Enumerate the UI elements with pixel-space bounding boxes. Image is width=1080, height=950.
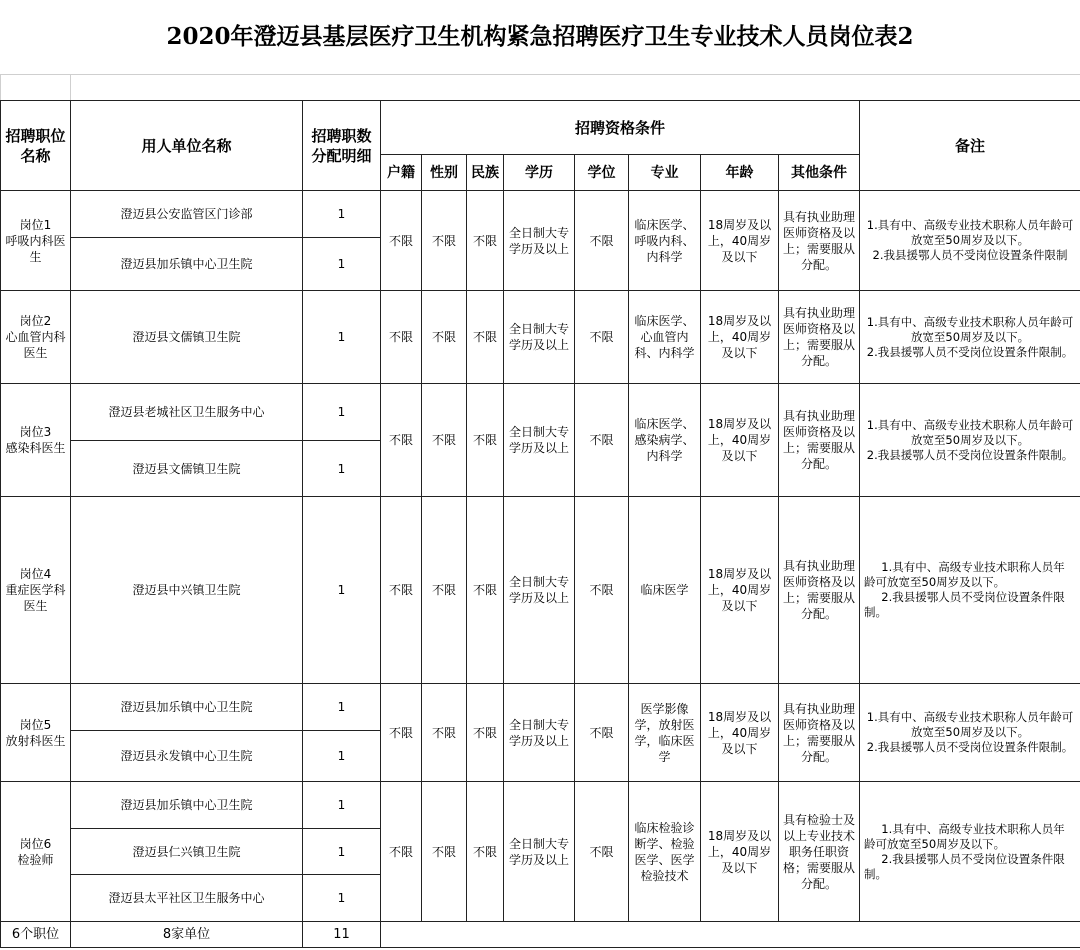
position-cell: 岗位4 重症医学科医生 <box>1 497 71 684</box>
major-cell: 临床医学 <box>629 497 701 684</box>
huji-cell: 不限 <box>381 384 422 497</box>
position-table <box>0 100 1080 948</box>
remark-line: 2.我县援鄂人员不受岗位设置条件限制。 <box>866 740 1074 754</box>
other-cell: 具有执业助理医师资格及以上；需要服从分配。 <box>779 497 860 684</box>
gender-cell: 不限 <box>422 782 467 922</box>
education-cell: 全日制大专学历及以上 <box>504 782 575 922</box>
huji-cell: 不限 <box>381 291 422 384</box>
header-ethnicity: 民族 <box>467 155 504 191</box>
remark-line: 2.我县援鄂人员不受岗位设置条件限制。 <box>866 447 1074 462</box>
unit-name-cell: 澄迈县公安监管区门诊部 <box>71 191 303 238</box>
gender-cell: 不限 <box>422 191 467 291</box>
total-empty <box>381 922 1080 948</box>
count-cell: 1 <box>303 291 381 384</box>
table-row <box>1 191 1080 238</box>
education-cell: 全日制大专学历及以上 <box>504 684 575 782</box>
major-cell: 临床医学、呼吸内科、内科学 <box>629 191 701 291</box>
unit-name-cell: 澄迈县永发镇中心卫生院 <box>71 731 303 782</box>
age-cell: 18周岁及以上，40周岁及以下 <box>701 191 779 291</box>
age-cell: 18周岁及以上，40周岁及以下 <box>701 684 779 782</box>
huji-cell: 不限 <box>381 497 422 684</box>
remarks-cell <box>860 782 1080 922</box>
header-education: 学历 <box>504 155 575 191</box>
remarks-cell <box>860 291 1080 384</box>
header-huji: 户籍 <box>381 155 422 191</box>
total-positions: 6个职位 <box>1 922 71 948</box>
gender-cell: 不限 <box>422 684 467 782</box>
major-cell: 临床医学、感染病学、内科学 <box>629 384 701 497</box>
age-cell: 18周岁及以上，40周岁及以下 <box>701 497 779 684</box>
total-units: 8家单位 <box>71 922 303 948</box>
table-row <box>1 782 1080 829</box>
gender-cell: 不限 <box>422 291 467 384</box>
header-unit-name: 用人单位名称 <box>71 101 303 191</box>
header-other: 其他条件 <box>779 155 860 191</box>
header-gender: 性别 <box>422 155 467 191</box>
remarks-cell <box>860 497 1080 684</box>
remark-line: 1.具有中、高级专业技术职称人员年龄可放宽至50周岁及以下。 <box>866 314 1074 344</box>
count-cell: 1 <box>303 782 381 829</box>
unit-name-cell: 澄迈县加乐镇中心卫生院 <box>71 782 303 829</box>
page-title: 2020年澄迈县基层医疗卫生机构紧急招聘医疗卫生专业技术人员岗位表2 <box>166 23 914 50</box>
remark-line: 2.我县援鄂人员不受岗位设置条件限制 <box>872 248 1068 262</box>
remark-line: 2.我县援鄂人员不受岗位设置条件限制。 <box>866 344 1074 359</box>
major-cell: 临床医学、心血管内科、内科学 <box>629 291 701 384</box>
count-cell: 1 <box>303 684 381 731</box>
unit-name-cell: 澄迈县太平社区卫生服务中心 <box>71 875 303 922</box>
count-cell: 1 <box>303 238 381 291</box>
degree-cell: 不限 <box>575 782 629 922</box>
count-cell: 1 <box>303 875 381 922</box>
remark-line: 2.我县援鄂人员不受岗位设置条件限制。 <box>864 851 1065 881</box>
total-count: 11 <box>303 922 381 948</box>
ethnicity-cell: 不限 <box>467 384 504 497</box>
remark-line: 1.具有中、高级专业技术职称人员年龄可放宽至50周岁及以下。 <box>866 710 1074 739</box>
unit-name-cell: 澄迈县中兴镇卫生院 <box>71 497 303 684</box>
header-count-detail: 招聘职数分配明细 <box>303 101 381 191</box>
spacer-row <box>0 74 1080 100</box>
count-cell: 1 <box>303 731 381 782</box>
header-age: 年龄 <box>701 155 779 191</box>
degree-cell: 不限 <box>575 684 629 782</box>
degree-cell: 不限 <box>575 497 629 684</box>
remarks-cell <box>860 684 1080 782</box>
age-cell: 18周岁及以上，40周岁及以下 <box>701 384 779 497</box>
totals-row <box>1 922 1080 948</box>
unit-name-cell: 澄迈县仁兴镇卫生院 <box>71 829 303 875</box>
major-cell: 医学影像学，放射医学，临床医学 <box>629 684 701 782</box>
education-cell: 全日制大专学历及以上 <box>504 291 575 384</box>
remarks-cell <box>860 384 1080 497</box>
huji-cell: 不限 <box>381 684 422 782</box>
gender-cell: 不限 <box>422 384 467 497</box>
remark-line: 1.具有中、高级专业技术职称人员年龄可放宽至50周岁及以下。 <box>866 417 1074 447</box>
position-cell: 岗位1 呼吸内科医生 <box>1 191 71 291</box>
table-row <box>1 291 1080 384</box>
title-block <box>0 0 1080 75</box>
degree-cell: 不限 <box>575 384 629 497</box>
degree-cell: 不限 <box>575 191 629 291</box>
huji-cell: 不限 <box>381 782 422 922</box>
other-cell: 具有执业助理医师资格及以上；需要服从分配。 <box>779 684 860 782</box>
ethnicity-cell: 不限 <box>467 291 504 384</box>
other-cell: 具有执业助理医师资格及以上；需要服从分配。 <box>779 291 860 384</box>
ethnicity-cell: 不限 <box>467 191 504 291</box>
other-cell: 具有执业助理医师资格及以上；需要服从分配。 <box>779 191 860 291</box>
unit-name-cell: 澄迈县文儒镇卫生院 <box>71 441 303 497</box>
major-cell: 临床检验诊断学、检验医学、医学检验技术 <box>629 782 701 922</box>
remark-line: 1.具有中、高级专业技术职称人员年龄可放宽至50周岁及以下。 <box>864 821 1065 851</box>
header-position-name: 招聘职位名称 <box>1 101 71 191</box>
remark-line: 1.具有中、高级专业技术职称人员年龄可放宽至50周岁及以下。 <box>864 560 1065 589</box>
header-degree: 学位 <box>575 155 629 191</box>
position-cell: 岗位6 检验师 <box>1 782 71 922</box>
header-major: 专业 <box>629 155 701 191</box>
ethnicity-cell: 不限 <box>467 782 504 922</box>
table-row <box>1 684 1080 731</box>
table-row <box>1 497 1080 684</box>
count-cell: 1 <box>303 441 381 497</box>
ethnicity-cell: 不限 <box>467 684 504 782</box>
unit-name-cell: 澄迈县老城社区卫生服务中心 <box>71 384 303 441</box>
header-remarks: 备注 <box>860 101 1080 191</box>
age-cell: 18周岁及以上，40周岁及以下 <box>701 291 779 384</box>
education-cell: 全日制大专学历及以上 <box>504 384 575 497</box>
remark-line: 1.具有中、高级专业技术职称人员年龄可放宽至50周岁及以下。 <box>866 218 1074 247</box>
position-cell: 岗位5 放射科医生 <box>1 684 71 782</box>
other-cell: 具有执业助理医师资格及以上；需要服从分配。 <box>779 384 860 497</box>
count-cell: 1 <box>303 384 381 441</box>
ethnicity-cell: 不限 <box>467 497 504 684</box>
age-cell: 18周岁及以上，40周岁及以下 <box>701 782 779 922</box>
position-cell: 岗位3 感染科医生 <box>1 384 71 497</box>
header-conditions: 招聘资格条件 <box>381 101 860 155</box>
count-cell: 1 <box>303 829 381 875</box>
count-cell: 1 <box>303 191 381 238</box>
education-cell: 全日制大专学历及以上 <box>504 497 575 684</box>
other-cell: 具有检验士及以上专业技术职务任职资格；需要服从分配。 <box>779 782 860 922</box>
unit-name-cell: 澄迈县文儒镇卫生院 <box>71 291 303 384</box>
count-cell: 1 <box>303 497 381 684</box>
degree-cell: 不限 <box>575 291 629 384</box>
unit-name-cell: 澄迈县加乐镇中心卫生院 <box>71 238 303 291</box>
table-row <box>1 384 1080 441</box>
unit-name-cell: 澄迈县加乐镇中心卫生院 <box>71 684 303 731</box>
position-cell: 岗位2 心血管内科医生 <box>1 291 71 384</box>
education-cell: 全日制大专学历及以上 <box>504 191 575 291</box>
huji-cell: 不限 <box>381 191 422 291</box>
remarks-cell <box>860 191 1080 291</box>
remark-line: 2.我县援鄂人员不受岗位设置条件限制。 <box>864 590 1065 619</box>
gender-cell: 不限 <box>422 497 467 684</box>
